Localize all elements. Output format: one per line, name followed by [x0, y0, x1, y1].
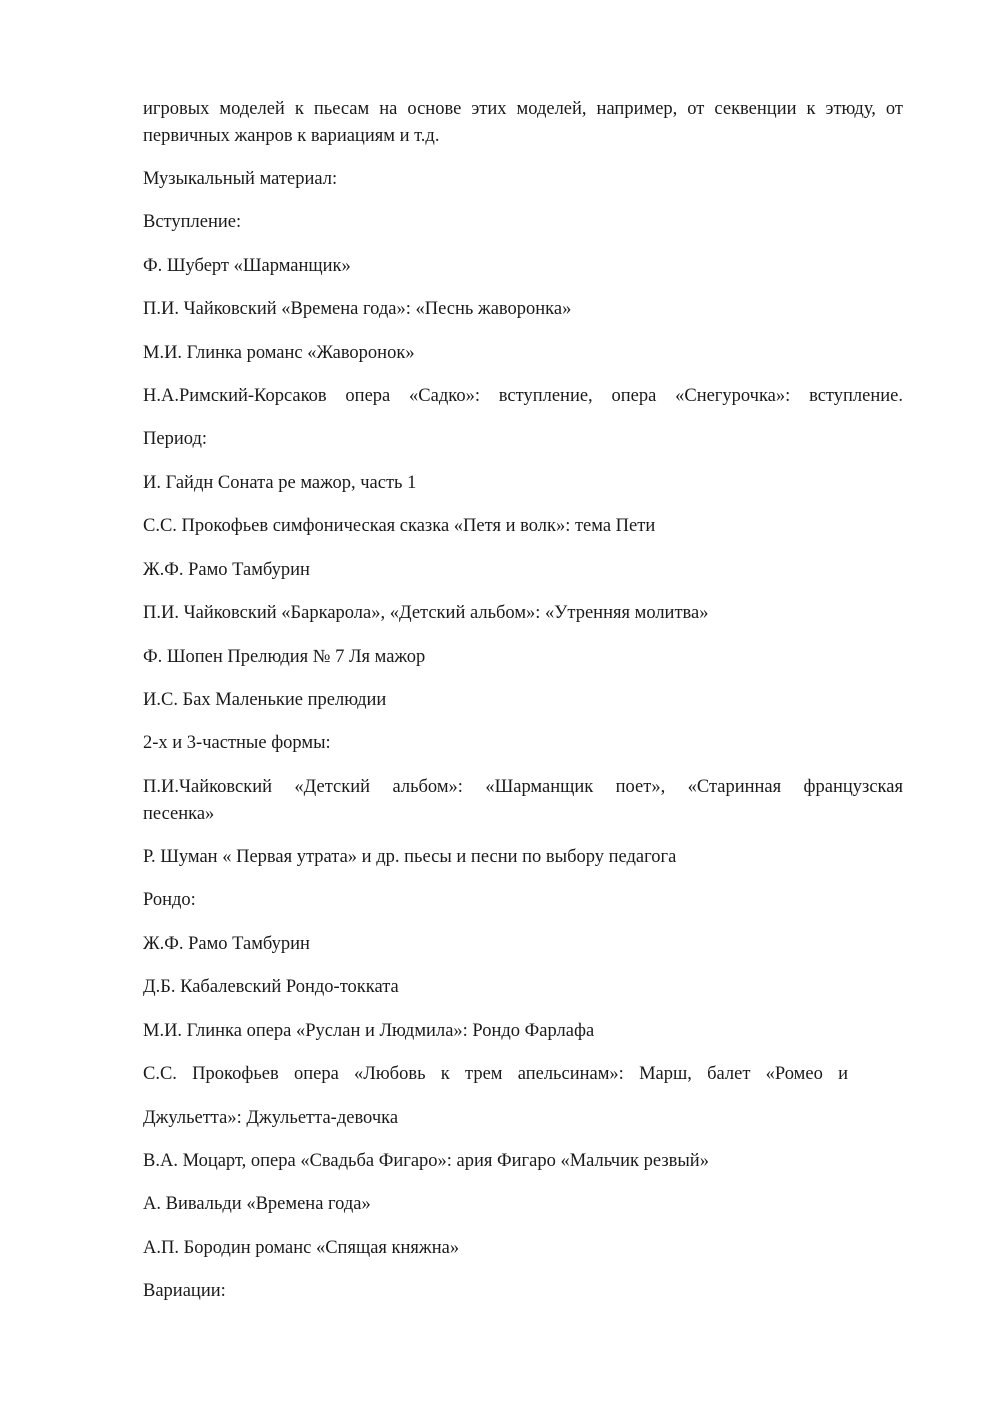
list-item: М.И. Глинка опера «Руслан и Людмила»: Рондо Фарлафа [143, 1021, 595, 1041]
list-item: В.А. Моцарт, опера «Свадьба Фигаро»: ария Фигаро «Мальчик резвый» [143, 1151, 709, 1171]
section-heading-rondo: Рондо: [143, 890, 196, 910]
list-item: А. Вивальди «Времена года» [143, 1194, 371, 1214]
list-item: А.П. Бородин романс «Спящая княжна» [143, 1238, 460, 1258]
section-heading-forms: 2-х и 3-частные формы: [143, 733, 331, 753]
list-item: Ф. Шопен Прелюдия № 7 Ля мажор [143, 647, 426, 667]
material-heading: Музыкальный материал: [143, 169, 338, 189]
section-heading-variations: Вариации: [143, 1281, 226, 1301]
list-item: Ж.Ф. Рамо Тамбурин [143, 934, 310, 954]
list-item: М.И. Глинка романс «Жаворонок» [143, 343, 415, 363]
list-item: С.С. Прокофьев симфоническая сказка «Петя и волк»: тема Пети [143, 516, 656, 536]
intro-line-2: первичных жанров к вариациям и т.д. [143, 126, 440, 146]
list-item: Ф. Шуберт «Шарманщик» [143, 256, 351, 276]
list-item: П.И.Чайковский «Детский альбом»: «Шарманщик поет», «Старинная французская [143, 777, 903, 797]
list-item: И.С. Бах Маленькие прелюдии [143, 690, 387, 710]
list-item: Ж.Ф. Рамо Тамбурин [143, 560, 310, 580]
list-item: Н.А.Римский-Корсаков опера «Садко»: вступление, опера «Снегурочка»: вступление. [143, 386, 903, 406]
list-item: П.И. Чайковский «Баркарола», «Детский альбом»: «Утренняя молитва» [143, 603, 709, 623]
list-item: Р. Шуман « Первая утрата» и др. пьесы и песни по выбору педагога [143, 847, 677, 867]
list-item-continuation: Джульетта»: Джульетта-девочка [143, 1108, 399, 1128]
intro-line-1: игровых моделей к пьесам на основе этих моделей, например, от секвенции к этюду, от [143, 99, 903, 119]
list-item: С.С. Прокофьев опера «Любовь к трем апельсинам»: Марш, балет «Ромео и [143, 1064, 848, 1084]
section-heading-vstuplenie: Вступление: [143, 212, 242, 232]
section-heading-period: Период: [143, 429, 207, 449]
list-item: И. Гайдн Соната ре мажор, часть 1 [143, 473, 417, 493]
list-item: Д.Б. Кабалевский Рондо-токката [143, 977, 399, 997]
list-item: П.И. Чайковский «Времена года»: «Песнь жаворонка» [143, 299, 572, 319]
list-item-continuation: песенка» [143, 804, 215, 824]
